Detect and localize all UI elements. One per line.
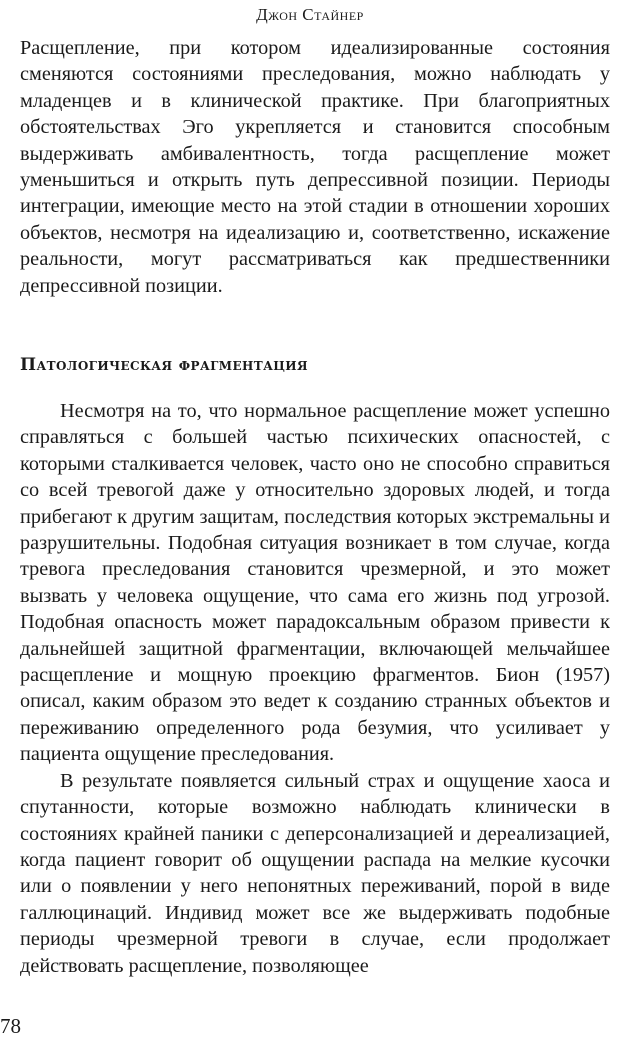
running-head-author: Джон Стайнер bbox=[256, 5, 364, 24]
section-heading: Патологическая фрагментация bbox=[20, 355, 308, 375]
page-number: 78 bbox=[0, 1014, 21, 1038]
paragraph: Расщепление, при котором идеализированные состояния сменяются состояниями преследования, можно наблюдать у младенцев и в клинической практике. При благоприятных обстоятельствах Эго укрепляется и становится способным выдерживать амбивалентность, тогда расщепление может уменьшиться и открыть путь депрессивной позиции. Периоды интеграции, имеющие место на этой стадии в отношении хороших объектов, несмотря на идеализацию и, соответственно, искажение реальности, могут рассматриваться как предшественники депрессивной позиции. bbox=[20, 37, 610, 297]
paragraph: В результате появляется сильный страх и ощущение хаоса и спутанности, которые возможно наблюдать клинически в состояниях крайней паники с деперсонализацией и дереализацией, когда пациент говорит об ощущении распада на мелкие кусочки или о появлении у него непонятных переживаний, порой в виде галлюцинаций. Индивид может все же выдерживать подобные периоды чрезмерной тревоги в случае, если продолжает действовать расщепление, позволяющее bbox=[20, 769, 610, 977]
text-block-section bbox=[20, 398, 610, 979]
text-block-top bbox=[20, 35, 610, 299]
paragraph: Несмотря на то, что нормальное расщепление может успешно справляться с большей частью психических опасностей, с которыми сталкивается человек, часто оно не способно справиться со всей тревогой даже у относительно здоровых людей, и тогда прибегают к другим защитам, последствия которых экстремальны и разрушительны. Подобная ситуация возникает в том случае, когда тревога преследования становится чрезмерной, и это может вызвать у человека ощущение, что сама его жизнь под угрозой. Подобная опасность может парадоксальным образом привести к дальнейшей защитной фрагментации, включающей мельчайшее расщепление и мощную проекцию фрагментов. Бион (1957) описал, каким образом это ведет к созданию странных объектов и переживанию определенного рода безумия, что усиливает у пациента ощущение преследования. bbox=[20, 400, 610, 766]
